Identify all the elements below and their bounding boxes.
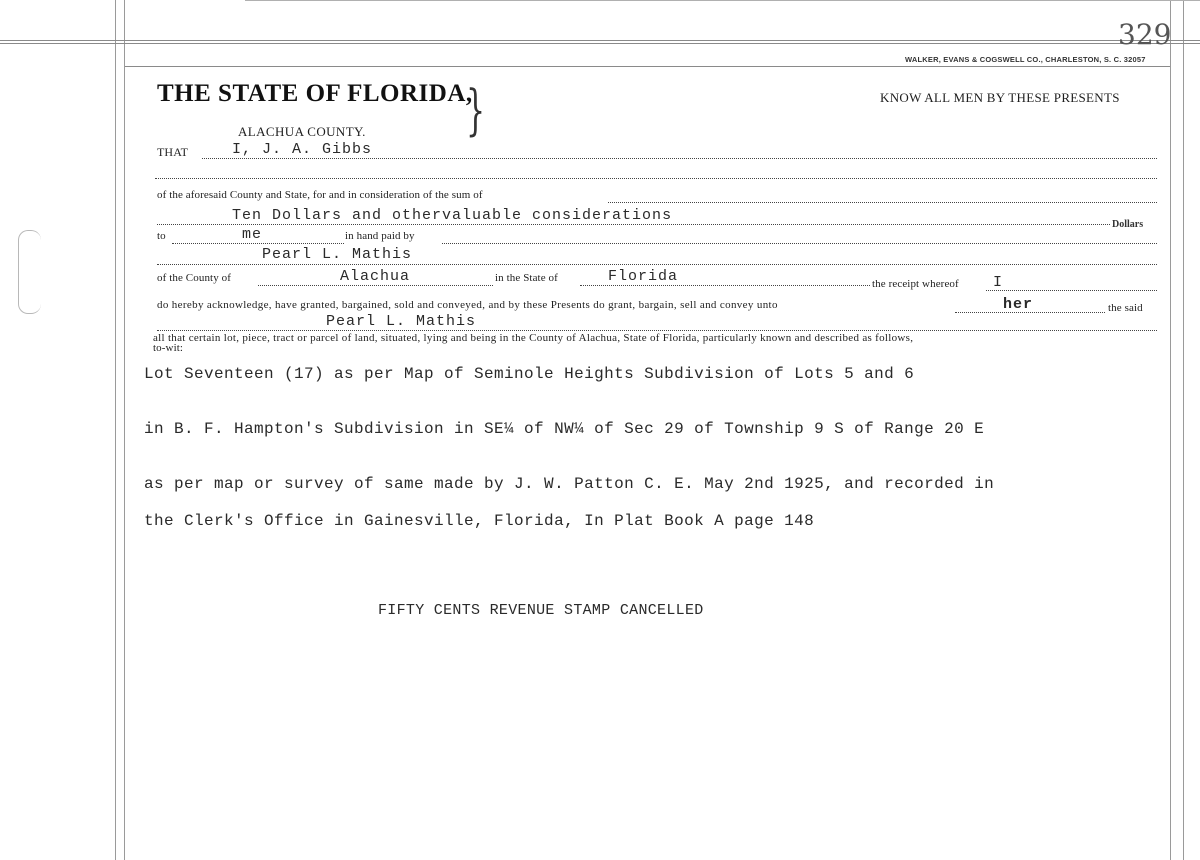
receipt-dotted-line [986,290,1157,291]
binding-clip-mark [18,230,41,314]
acknowledge-text: do hereby acknowledge, have granted, bargained, sold and conveyed, and by these Presents do grant, bargain, sell and convey unto [157,299,778,311]
description-line-4: the Clerk's Office in Gainesville, Florida, In Plat Book A page 148 [144,512,815,530]
consideration-dotted-line [608,202,1157,203]
blank-dotted-line-1 [155,178,1157,179]
that-label: THAT [157,145,189,159]
header-rule-1 [0,40,1200,41]
county-value: Alachua [340,268,411,285]
paid-by-label: in hand paid by [345,230,415,242]
right-margin-line [1170,0,1171,860]
consideration-value-line [157,224,1110,225]
grantor-dotted-line [202,158,1157,159]
receipt-label: the receipt whereof [872,278,959,290]
know-all-men-heading: KNOW ALL MEN BY THESE PRESENTS [880,90,1120,105]
lot-preamble: all that certain lot, piece, tract or parcel of land, situated, lying and being in the County of Alachua, State of Florida, particularly known and described as follows, [153,332,914,344]
state-dotted-line [580,285,870,286]
county-of-label: of the County of [157,272,232,284]
description-line-2: in B. F. Hampton's Subdivision in SE¼ of NW¼ of Sec 29 of Township 9 S of Range 20 E [144,420,985,438]
county-dotted-line [258,285,493,286]
to-value: me [242,226,263,243]
left-margin-line [115,0,116,860]
payer-name: Pearl L. Mathis [262,246,413,263]
payer-dotted-line [157,264,1157,265]
header-rule-3 [125,66,1170,67]
document-title: THE STATE OF FLORIDA, [157,80,473,107]
description-line-1: Lot Seventeen (17) as per Map of Seminole Heights Subdivision of Lots 5 and 6 [144,365,915,383]
header-rule-2 [0,43,1200,44]
county-heading: ALACHUA COUNTY. [238,124,366,139]
state-value: Florida [608,268,679,285]
grantee-dotted-line [157,330,1157,331]
the-said-label: the said [1108,302,1143,314]
lot-preamble-to-wit: to-wit: [153,342,184,354]
left-margin-line-inner [124,0,125,860]
paid-by-dotted-line [442,243,1157,244]
consideration-value: Ten Dollars and othervaluable considerations [232,207,673,224]
printer-imprint: WALKER, EVANS & COGSWELL CO., CHARLESTON, S. C. 32057 [905,55,1146,64]
top-border-line [245,0,1200,1]
state-of-label: in the State of [495,272,558,284]
consideration-label: of the aforesaid County and State, for and in consideration of the sum of [157,189,483,201]
revenue-stamp-note: FIFTY CENTS REVENUE STAMP CANCELLED [378,602,704,619]
grantee-name: Pearl L. Mathis [326,313,477,330]
receipt-value: I [993,274,1004,291]
dollars-label: Dollars [1112,219,1144,230]
to-dotted-line [172,243,344,244]
page-number: 329 [1118,18,1172,51]
grantor-name: I, J. A. Gibbs [232,141,373,158]
description-line-3: as per map or survey of same made by J. W. Patton C. E. May 2nd 1925, and recorded in [144,475,995,493]
title-brace: } [466,80,486,143]
right-margin-line-outer [1183,0,1184,860]
unto-value: her [1003,296,1034,313]
to-label: to [157,230,166,242]
